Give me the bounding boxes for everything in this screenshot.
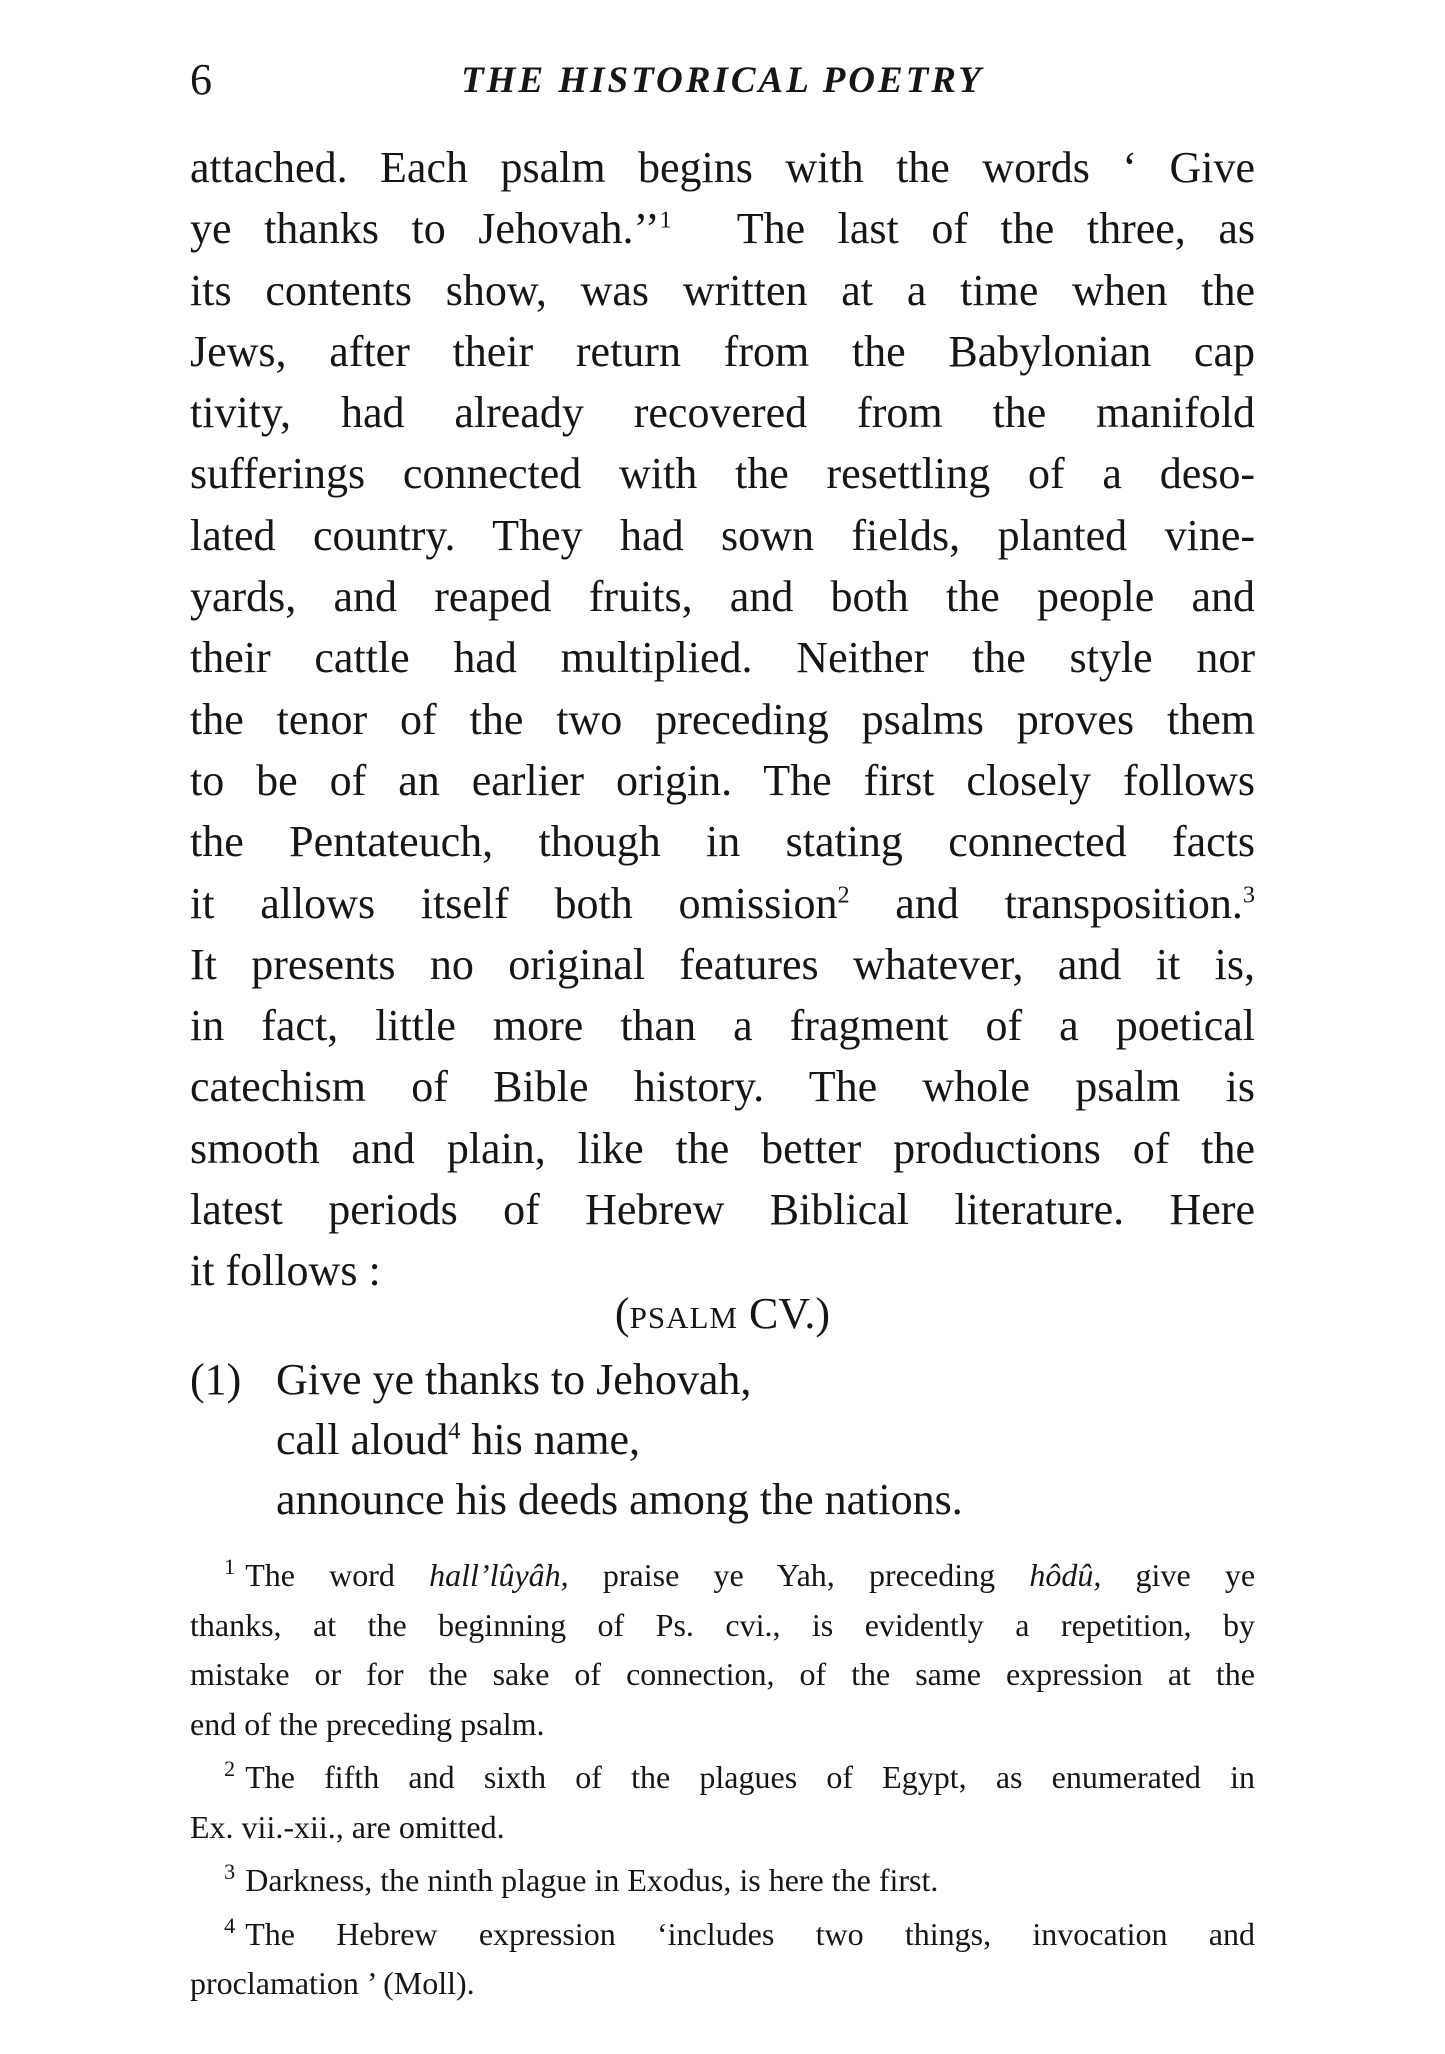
footnote-line: thanks, at the beginning of Ps. cvi., is evidently a repetition, by	[190, 1606, 1255, 1643]
body-line: the Pentateuch, though in stating connected facts	[190, 817, 1255, 867]
body-line-text: it allows itself both omission	[190, 878, 838, 928]
footnote-marker: 2	[224, 1756, 236, 1782]
footnote-text: give ye	[1135, 1557, 1256, 1593]
footnote-line: Ex. vii.-xii., are omitted.	[190, 1808, 505, 1845]
footnote-term: hall’lûyâh,	[429, 1557, 569, 1593]
body-line: tivity, had already recovered from the manifold	[190, 388, 1255, 438]
footnote-line	[190, 1753, 1255, 1803]
verse-line: announce his deeds among the nations.	[276, 1475, 963, 1524]
body-line	[190, 873, 1255, 934]
verse-lines	[276, 1350, 963, 1530]
footnote-line	[190, 1856, 1255, 1906]
footnote-line	[190, 1910, 1255, 1960]
footnote-term: hôdû,	[1029, 1557, 1102, 1593]
body-line: catechism of Bible history. The whole psalm is	[190, 1062, 1255, 1112]
body-line: latest periods of Hebrew Biblical literature. Here	[190, 1185, 1255, 1235]
body-line: It presents no original features whatever, and it is,	[190, 939, 1255, 989]
psalm-title	[0, 1286, 1445, 1346]
body-line-text: The last of the three, as	[736, 204, 1255, 254]
body-line: sufferings connected with the resettling of a deso-	[190, 449, 1255, 499]
footnotes	[190, 1551, 1255, 2009]
note-ref: 2	[837, 880, 850, 908]
footnote-line: mistake or for the sake of connection, of the same expression at the	[190, 1656, 1255, 1692]
footnote-line: proclamation ’ (Moll).	[190, 1965, 475, 2001]
body-line-text: ye thanks to Jehovah.’’	[190, 204, 660, 254]
footnote-marker: 1	[224, 1554, 236, 1580]
footnote-3	[190, 1856, 1255, 1906]
verse-line	[276, 1410, 963, 1470]
body-line: their cattle had multiplied. Neither the style nor	[190, 633, 1255, 683]
verse-line-text: call aloud	[276, 1415, 449, 1464]
body-line: its contents show, was written at a time when the	[190, 265, 1255, 315]
page-number: 6	[190, 55, 212, 104]
body-line-text: and transposition.	[895, 878, 1243, 928]
body-line: the tenor of the two preceding psalms proves them	[190, 694, 1255, 744]
body-line: it follows :	[190, 1246, 381, 1296]
psalm-title-word: PSALM	[629, 1300, 738, 1335]
running-title: THE HISTORICAL POETRY	[461, 60, 984, 101]
footnote-text: The fifth and sixth of the plagues of Egypt, as enumerated in	[245, 1759, 1255, 1795]
footnote-2	[190, 1753, 1255, 1852]
body-line: lated country. They had sown fields, planted vine-	[190, 510, 1255, 560]
body-line: Jews, after their return from the Babylonian cap	[190, 326, 1255, 376]
footnote-marker: 4	[224, 1912, 236, 1938]
psalm-title-number: CV.)	[748, 1289, 831, 1338]
footnote-1	[190, 1551, 1255, 1749]
footnote-text: praise ye Yah, preceding	[602, 1557, 996, 1593]
footnote-marker: 3	[224, 1859, 236, 1885]
body-line: in fact, little more than a fragment of a poetical	[190, 1001, 1255, 1051]
body-line: attached. Each psalm begins with the words ‘ Give	[190, 143, 1255, 192]
body-line: smooth and plain, like the better productions of the	[190, 1123, 1255, 1173]
psalm-title-open: (	[614, 1289, 630, 1338]
verse-line-text: his name,	[471, 1415, 640, 1464]
footnote-text: The Hebrew expression ‘includes two things, invocation and	[245, 1915, 1255, 1952]
body-line	[190, 198, 1255, 259]
body-line: yards, and reaped fruits, and both the people and	[190, 572, 1255, 622]
footnote-4	[190, 1910, 1255, 2009]
body-line: to be of an earlier origin. The first closely follows	[190, 755, 1255, 805]
note-ref: 1	[659, 206, 672, 234]
footnote-text: The word	[245, 1557, 395, 1593]
note-ref: 3	[1242, 880, 1255, 908]
note-ref: 4	[448, 1417, 461, 1445]
footnote-line	[190, 1551, 1255, 1601]
footnote-line: end of the preceding psalm.	[190, 1705, 545, 1742]
verse-number: (1)	[190, 1355, 242, 1404]
verse-line: Give ye thanks to Jehovah,	[276, 1355, 752, 1404]
footnote-text: Darkness, the ninth plague in Exodus, is here the first.	[245, 1862, 939, 1898]
body-text	[190, 137, 1255, 1302]
